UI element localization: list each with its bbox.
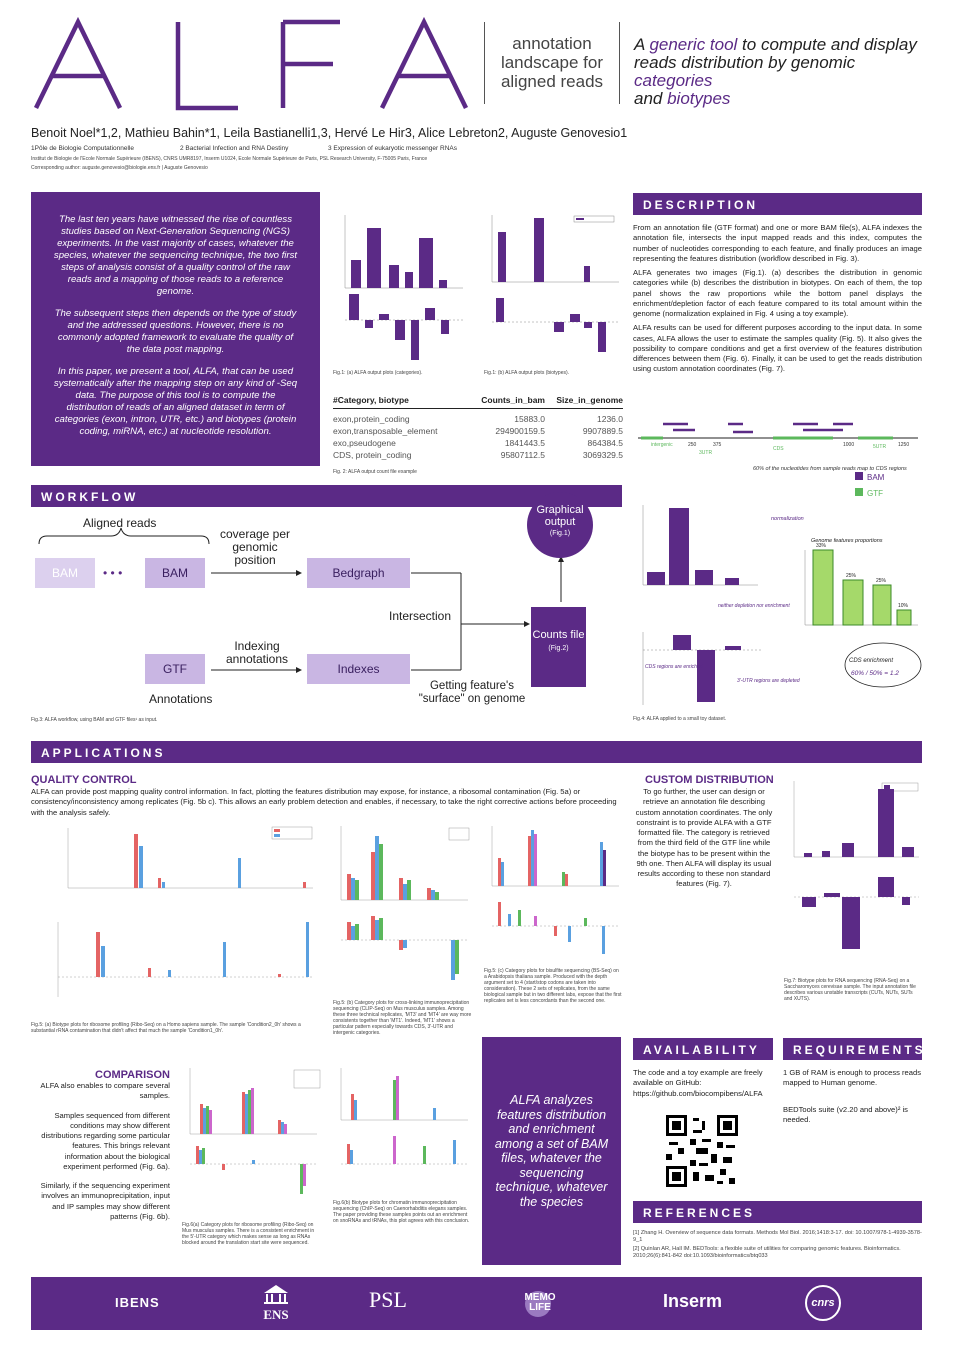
comparison-p3: Similarly, if the sequencing experiment involves an immunoprecipitation, input and IP samples may show different patterns (Fig. 6b).	[40, 1181, 170, 1221]
tick-375: 375	[713, 442, 722, 448]
fig1b-plot	[484, 210, 624, 365]
table-row	[333, 438, 623, 448]
graphical-output-circle	[527, 492, 593, 558]
affiliation-1: 1Pôle de Biologie Computationnelle	[31, 145, 134, 152]
fig5a-plot	[38, 822, 318, 1017]
logo-cnrs	[805, 1285, 841, 1321]
fig4-caption: Fig.4: ALFA applied to a small toy dataset.	[633, 716, 727, 722]
table-cell: exo,pseudogene	[333, 438, 396, 448]
indexes-box: Indexes	[307, 654, 410, 684]
legend-gtf: GTF	[867, 489, 883, 498]
note-ratio: 60% / 50% = 1.2	[851, 670, 899, 677]
institute: Institut de Biologie de l'Ecole Normale Supérieure (IBENS), CNRS UMR8197, Inserm U1024, Ecole Normale Supérieure de Paris, PSL Research University, F-75005 Paris, France	[31, 156, 428, 162]
counts-file-fig: (Fig.2)	[548, 645, 569, 652]
tick-250: 250	[688, 442, 697, 448]
note-normalization: normalization	[771, 516, 804, 522]
affiliation-3: 3 Expression of eukaryotic messenger RNAs	[328, 145, 457, 152]
logo-ens-text: ENS	[263, 1307, 289, 1322]
table-header	[333, 395, 623, 409]
tagline-categories: categories	[634, 71, 713, 90]
table-row	[333, 426, 623, 436]
bam-box-1: BAM	[35, 558, 95, 588]
qc-text: ALFA can provide post mapping quality control information. In fact, plotting the features distribution may expose, for instance, a ribosomal contamination (Fig. 5a) or consistency/inconsistency among replicates (Fig. 5b c). This allows an early problem detection and enables, if necessary, to take the right corrective actions before proceeding with the analysis safely.	[31, 787, 617, 817]
legend-bam: BAM	[867, 473, 885, 482]
logo-ibens: IBENS	[115, 1295, 160, 1310]
tagline-generic: generic tool	[649, 35, 738, 54]
requirements-text-1: 1 GB of RAM is enough to process reads mapped to Human genome.	[783, 1068, 922, 1088]
note-neither: neither depletion nor enrichment	[718, 603, 790, 609]
note-3utr-depleted: 3'-UTR regions are depleted	[737, 678, 800, 684]
logo-psl: PSL	[369, 1287, 407, 1312]
fig6a-plot	[182, 1064, 322, 1219]
footer-bar	[31, 1277, 922, 1330]
fig6b-caption: Fig.6(b) Biotype plots for chromatin immunoprecipitation sequencing (ChIP-Seq) on Caenorhabditis elegans samples. The paper providing these samples points out an enrichment on snoRNAs and tRNAs, this plot agrees with this conclusion.	[333, 1200, 470, 1224]
counts-file-box	[531, 607, 586, 687]
tagline-biotypes: biotypes	[667, 89, 731, 108]
qr-code	[666, 1115, 738, 1187]
fig5b-plot	[333, 822, 473, 997]
logo-inserm: Inserm	[663, 1291, 723, 1311]
pct-25b: 25%	[876, 578, 887, 584]
description-p2: ALFA generates two images (Fig.1). (a) describes the distribution in genomic categories while (b) describes the distribution in biotypes. On each of them, the top panel shows the raw proportions while the bottom panel displays the enrichment/depletion factor of each feature compared to its total amount within the genome (normalization explained in Fig. 4 using a toy example).	[633, 268, 922, 318]
graphical-output-fig: (Fig.1)	[549, 530, 571, 537]
table-row	[333, 414, 623, 424]
label-intergenic: intergenic	[651, 442, 673, 448]
table-header-cell: Size_in_genome	[556, 395, 623, 405]
table-header-cell: #Category, biotype	[333, 395, 409, 405]
note-genome: Genome features proportions	[811, 538, 883, 544]
fig5c-caption: Fig.5: (c) Category plots for bisulfite sequencing (BS-Seq) on a Arabidopsis thaliana sample. Produced with the depth argument set to 4 (start/stop codons are taken into consideration). These 2 sets of replicates, from the same biological sample but in two different labs, expose that the first replicates set is less concordants than the second one.	[484, 968, 622, 1004]
table-row	[333, 450, 623, 460]
logo-memolife-text: MEMO LIFE	[524, 1292, 556, 1313]
logo-ens	[256, 1283, 296, 1323]
bedgraph-box: Bedgraph	[307, 558, 410, 588]
table-cell: 294900159.5	[495, 426, 545, 436]
comparison-p2: Samples sequenced from different conditions may show different distributions regarding some particular features. This brings relevant information about the biological experiment performed (Fig. 6a).	[41, 1110, 170, 1171]
fig6a-caption: Fig.6(a) Category plots for ribosome profiling (Ribo-Seq) on Mus musculus samples. There is a consistent enrichment in the 5'-UTR category which makes sense as long as RNAs blocked around the translation start site were sequenced.	[182, 1222, 315, 1246]
bracket-line-1: annotation	[512, 34, 592, 53]
fig1b-caption: Fig.1: (b) ALFA output plots (biotypes).	[484, 370, 570, 376]
pct-33: 33%	[816, 543, 827, 549]
label-cds: CDS	[773, 446, 784, 452]
fig7-caption: Fig.7: Biotype plots for RNA sequencing (RNA-Seq) on a Saccharomyces cerevisae sample. The input annotation file describes various unstable transcripts (CUTs, NUTs, SUTs and XUTS).	[784, 978, 916, 1002]
availability-text: The code and a toy example are freely available on GitHub: https://github.com/biocompibens/ALFA	[633, 1068, 763, 1098]
tagline-b: to compute and display	[737, 35, 917, 54]
table-cell: 1236.0	[597, 414, 623, 424]
description-p1: From an annotation file (GTF format) and one or more BAM file(s), ALFA indexes the annotation file, intersects the input mapped reads and this index, computes the number of nucleotides corresponding to each feature, and finally produces an image representing the features distribution (workflow described in Fig. 3).	[633, 223, 922, 263]
table-header-cell: Counts_in_bam	[481, 395, 545, 405]
fig1a-plot	[333, 210, 473, 365]
abstract-p1: The last ten years have witnessed the rise of countless studies based on Next-Generation Sequencing (NGS) experiments. In the vast majority of cases, whatever the species, whatever the sequencing technique, the two first steps of analysis consist of a quality control of the raw reads and a mapping of those reads to a reference genome.	[53, 214, 298, 297]
table-cell: exon,protein_coding	[333, 414, 410, 424]
callout-text: ALFA analyzes features distribution and enrichment among a set of BAM files, whatever the sequencing technique, whatever the species	[494, 1093, 609, 1209]
pct-25a: 25%	[846, 573, 857, 579]
abstract-box	[31, 192, 320, 466]
reference-2: [2] Quinlan AR, Hall IM. BEDTools: a flexible suite of utilities for comparing genomic features. Bioinformatics. 2010;26(6):841-842 doi:10.1093/bioinformatics/btq033	[633, 1246, 901, 1259]
bam-box-2: BAM	[145, 558, 205, 588]
table-cell: 1841443.5	[504, 438, 545, 448]
applications-header: APPLICATIONS	[31, 741, 922, 763]
fig6b-plot	[333, 1064, 473, 1199]
fig5c-plot	[484, 822, 624, 967]
callout-box	[482, 1037, 621, 1265]
aligned-reads-label: Aligned reads	[83, 516, 157, 530]
bam-dots: • • •	[103, 566, 123, 580]
coverage-label: coverage per genomic position	[219, 527, 291, 567]
getting-label: Getting feature's "surface" on genome	[418, 680, 526, 705]
description-header: DESCRIPTION	[633, 193, 922, 215]
workflow-diagram	[31, 504, 622, 712]
comparison-title: COMPARISON	[95, 1069, 170, 1081]
workflow-caption: Fig.3: ALFA workflow, using BAM and GTF files¹ as input.	[31, 717, 158, 723]
references-header: REFERENCES	[633, 1201, 922, 1223]
table-cell: 864384.5	[587, 438, 623, 448]
abstract-p2: The subsequent steps then depends on the type of study and the addressed questions. However, there is no commonly adopted framework to evaluate the quality of the data post mapping.	[54, 308, 297, 355]
availability-header: AVAILABILITY	[633, 1038, 773, 1060]
description-text	[633, 223, 922, 375]
requirements-text-2: BEDTools suite (v2.20 and above)² is needed.	[783, 1105, 908, 1125]
abstract-p3: In this paper, we present a tool, ALFA, that can be used systematically after the mapping step on any kind of -Seq data. The purpose of this tool is to compute the distribution of reads of an aligned dataset in term of categories (exon, intron, UTR, etc.) and biotypes (protein coding, miRNA, etc.) at nucleotide resolution.	[53, 366, 298, 437]
reference-1: [1] Zhang H. Overview of sequence data formats. Methods Mol Biol. 2016;1418:3-17. doi: 10.1007/978-1-4939-3578-9_1	[633, 1230, 922, 1243]
logo-cnrs-text: cnrs	[811, 1297, 835, 1309]
custom-title: CUSTOM DISTRIBUTION	[645, 774, 774, 786]
count-table	[333, 395, 623, 460]
table-cell: 9907889.5	[582, 426, 623, 436]
table-cell: 95807112.5	[500, 450, 545, 460]
tick-1000: 1000	[843, 442, 855, 448]
tagline-c: reads distribution by genomic	[634, 53, 856, 72]
note-1: 60% of the nucleotides from sample reads map to CDS regions	[753, 466, 907, 472]
fig7-plot	[784, 777, 924, 972]
bracket-line-2: landscape for	[500, 53, 604, 72]
custom-text: To go further, the user can design or retrieve an annotation file describing custom annotation coordinates. The only constraint is to provide ALFA with a GTF formatted file. The category is retrieved from the third field of the GTF line while the biotype has to be present within the 9th one. Then ALFA will display its usual results according to these non standard features (Fig. 7).	[635, 787, 773, 889]
table-cell: 3069329.5	[582, 450, 623, 460]
table-cell: 15883.0	[514, 414, 545, 424]
gtf-box: GTF	[145, 654, 205, 684]
bracket-line-3: aligned reads	[500, 72, 604, 91]
fig4-toy-example	[633, 410, 922, 715]
tagline-d: and	[634, 89, 668, 108]
contact: Corresponding author: auguste.genovesio@biologie.ens.fr | Auguste Genovesio	[31, 165, 208, 171]
tagline-a: A	[634, 35, 650, 54]
comparison-p1: ALFA also enables to compare several samples.	[40, 1081, 170, 1101]
logo-memolife	[515, 1287, 565, 1319]
bracket-subtitle	[484, 22, 620, 104]
annotations-label: Annotations	[149, 692, 213, 706]
title-logo	[28, 8, 478, 118]
requirements-header: REQUIREMENTS	[783, 1038, 922, 1060]
table-cell: exon,transposable_element	[333, 426, 438, 436]
fig5a-caption: Fig.5: (a) Biotype plots for ribosome profiling (Ribo-Seq) on a Homo sapiens sample. The sample 'Condition2_0h' shows a substantial rRNA contamination that didn't affect that much the sample 'Condition1_0h'.	[31, 1022, 301, 1034]
comparison-text	[40, 1081, 170, 1222]
fig5b-caption: Fig.5: (b) Category plots for cross-linking immunoprecipitation sequencing (CLIP-Seq) on Mus musculus samples. Among these three technical replicates, 'MT3' and 'MT4' are way more consistents together than 'MT1'. Indeed, 'MT1' shows a particular pattern especially towards CDS, 3'-UTR and intergenic categories.	[333, 1000, 472, 1036]
qc-title: QUALITY CONTROL	[31, 774, 137, 786]
workflow-header: WORKFLOW	[31, 485, 622, 507]
graphical-output-label: Graphical output	[536, 504, 584, 528]
pct-10: 10%	[898, 603, 909, 609]
table-caption: Fig. 2: ALFA output count file example	[333, 469, 417, 475]
tagline	[634, 36, 934, 108]
note-cds-enrichment: CDS enrichment	[849, 658, 894, 664]
intersection-label: Intersection	[389, 609, 452, 623]
indexing-label: Indexing annotations	[225, 639, 289, 666]
fig1a-caption: Fig.1: (a) ALFA output plots (categories).	[333, 370, 423, 376]
label-3utr: 3UTR	[699, 450, 713, 456]
tick-1250: 1250	[898, 442, 910, 448]
counts-file-label: Counts file	[532, 629, 585, 641]
note-cds-enriched: CDS regions are enriched	[645, 664, 703, 670]
authors: Benoit Noel*1,2, Mathieu Bahin*1, Leila Bastianelli1,3, Hervé Le Hir3, Alice Lebreton2, Auguste Genovesio1	[31, 126, 628, 140]
affiliation-2: 2 Bacterial Infection and RNA Destiny	[180, 145, 289, 152]
label-5utr: 5UTR	[873, 444, 887, 450]
description-p3: ALFA results can be used for different purposes according to the input data. In some cases, ALFA allows the user to estimate the samples quality (Fig. 5). It also gives the possibility to compare conditions and get a first overview of the features distribution differences between them (Fig. 6). Finally, it can be used to get the reads distribution using custom annotation coordinates (Fig. 7).	[633, 323, 922, 374]
table-cell: CDS, protein_coding	[333, 450, 412, 460]
